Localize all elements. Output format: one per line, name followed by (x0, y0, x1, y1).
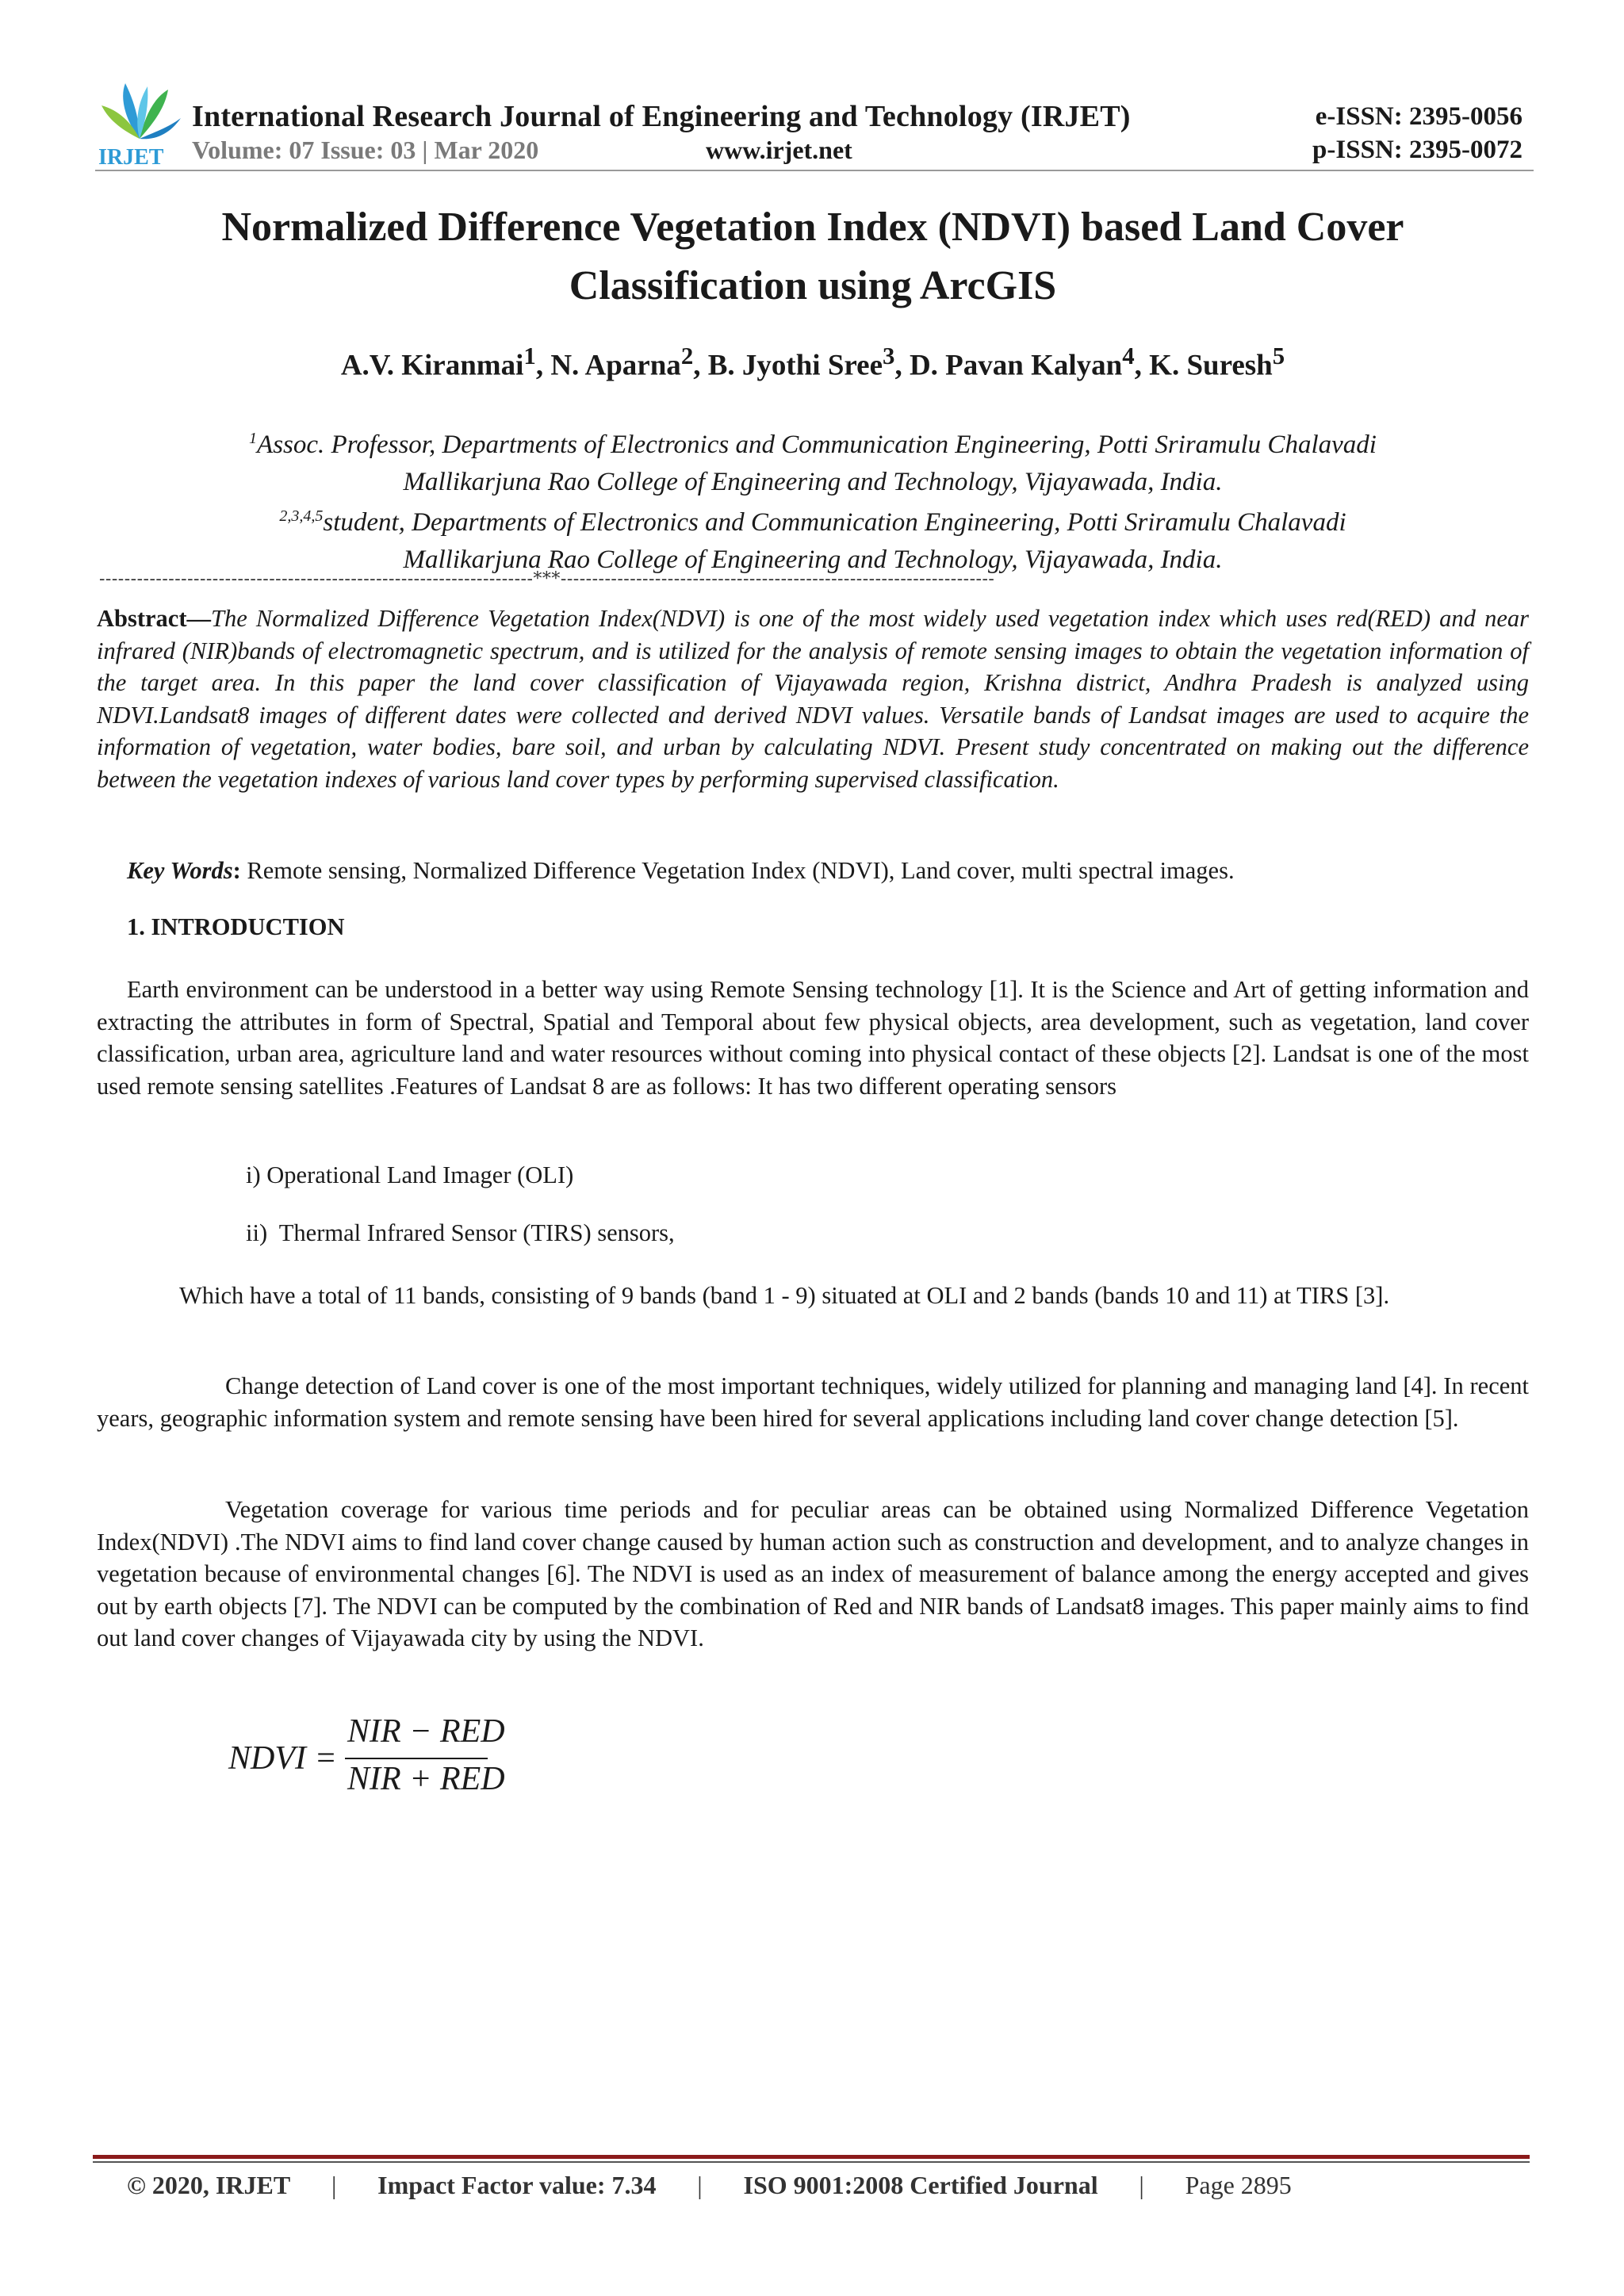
footer-impact-factor: Impact Factor value: 7.34 (377, 2171, 657, 2199)
affiliation-mark: 2,3,4,5 (279, 507, 324, 525)
affiliation-mark: 1 (249, 430, 258, 447)
list-item: i) Operational Land Imager (OLI) (246, 1161, 574, 1188)
section-separator: ---------------------------------------------------------------------***--------------------------------------------------------------------- (99, 569, 995, 589)
paper-title (119, 198, 1507, 316)
section-heading-introduction: 1. INTRODUCTION (127, 913, 345, 940)
logo-leaves-icon (102, 83, 181, 139)
header-divider (95, 170, 1534, 171)
p-issn: p-ISSN: 2395-0072 (1312, 136, 1522, 164)
svg-text:IRJET: IRJET (98, 145, 164, 169)
affiliation-2 (119, 498, 1507, 579)
affiliation-text: Mallikarjuna Rao College of Engineering and Technology, Vijayawada, India. (403, 545, 1223, 574)
footer-separator: | (697, 2171, 703, 2199)
author-affiliation-mark: 5 (1272, 342, 1285, 369)
affiliation-text: Assoc. Professor, Departments of Electronics and Communication Engineering, Potti Sriramulu Chalavadi (257, 430, 1377, 459)
footer-copyright: © 2020, IRJET (127, 2171, 291, 2199)
footer-iso: ISO 9001:2008 Certified Journal (743, 2171, 1098, 2199)
footer-separator: | (331, 2171, 337, 2199)
formula-numerator: NIR − RED (347, 1713, 505, 1750)
paragraph: Earth environment can be understood in a better way using Remote Sensing technology [1]. It is the Science and Art of getting information and extracting the attributes in form of Spectral, Spatial and Temporal about few physical objects, area development, such as vegetation, land cover classification, urban area, agriculture land and water resources without coming into physical contact of these objects [2]. Landsat is one of the most used remote sensing satellites .Features of Landsat 8 are as follows: It has two different operating sensors (97, 976, 1529, 1100)
paragraph: Change detection of Land cover is one of the most important techniques, widely utilized for planning and managing land [4]. In recent years, geographic information system and remote sensing have been hired for several applications including land cover change detection [5]. (97, 1372, 1529, 1432)
keywords (127, 855, 1530, 887)
footer-page-number: Page 2895 (1185, 2171, 1292, 2199)
irjet-logo (95, 75, 184, 169)
issue-info: Volume: 07 Issue: 03 | Mar 2020 (192, 136, 539, 164)
paragraph: Vegetation coverage for various time periods and for peculiar areas can be obtained using Normalized Difference Vegetation Index(NDVI) .The NDVI aims to find land cover change caused by human action such as construction and development, and to analyze changes in vegetation because of environmental changes [6]. The NDVI is used as an index of measurement of balance among the energy accepted and gives out by earth objects [7]. The NDVI can be computed by the combination of Red and NIR bands of Landsat8 images. This paper mainly aims to find out land cover changes of Vijayawada city by using the NDVI. (97, 1496, 1529, 1651)
footer-divider (93, 2155, 1530, 2159)
footer-divider-thin (93, 2161, 1530, 2163)
paper-title-line: Normalized Difference Vegetation Index (NDVI) based Land Cover (221, 205, 1404, 250)
author-name: N. Aparna (550, 349, 681, 382)
paragraph: Which have a total of 11 bands, consisting of 9 bands (band 1 - 9) situated at OLI and 2 bands (bands 10 and 11) at TIRS [3]. (179, 1282, 1390, 1309)
page-footer (127, 2171, 1292, 2200)
abstract (97, 603, 1529, 795)
author-list: A.V. Kiranmai$^1$, N. Aparna$^2$, B. Jyothi Sree$^3$, D. Pavan Kalyan$^4$, K. Suresh$^5$ (340, 342, 1285, 382)
journal-title: International Research Journal of Engineering and Technology (IRJET) (192, 100, 1131, 133)
keywords-colon: : (232, 857, 241, 884)
ndvi-formula (228, 1712, 514, 1806)
list-item: ii) Thermal Infrared Sensor (TIRS) sensors, (246, 1219, 675, 1246)
e-issn: e-ISSN: 2395-0056 (1315, 102, 1522, 131)
author-name: B. Jyothi Sree (707, 349, 883, 382)
journal-website-link[interactable]: www.irjet.net (706, 136, 852, 164)
formula-lhs: NDVI = (228, 1740, 337, 1777)
fraction-bar (345, 1758, 488, 1759)
author-name: K. Suresh (1149, 349, 1273, 382)
journal-header (95, 75, 1538, 174)
paper-title-line: Classification using ArcGIS (569, 263, 1057, 308)
footer-separator: | (1139, 2171, 1144, 2199)
affiliation-1 (119, 420, 1507, 501)
keywords-text: Remote sensing, Normalized Difference Vegetation Index (NDVI), Land cover, multi spectral images. (240, 857, 1235, 884)
abstract-text: The Normalized Difference Vegetation Index(NDVI) is one of the most widely used vegetation index which uses red(RED) and near infrared (NIR)bands of electromagnetic spectrum, and is utilized for the analysis of remote sensing images to obtain the vegetation information of the target area. In this paper the land cover classification of Vijayawada region, Krishna district, Andhra Pradesh is analyzed using NDVI.Landsat8 images of different dates were collected and derived NDVI values. Versatile bands of Landsat images are used to acquire the information of vegetation, water bodies, bare soil, and urban by calculating NDVI. Present study concentrated on making out the difference between the vegetation indexes of various land cover types by performing supervised classification. (97, 605, 1529, 793)
keywords-label: Key Words (127, 857, 233, 884)
affiliation-text: Mallikarjuna Rao College of Engineering and Technology, Vijayawada, India. (403, 468, 1223, 496)
author-affiliation-mark: 2 (680, 342, 694, 369)
author-affiliation-mark: 3 (883, 342, 895, 369)
author-affiliation-mark: 4 (1122, 342, 1135, 369)
abstract-label: Abstract— (97, 605, 211, 632)
author-name: D. Pavan Kalyan (909, 349, 1123, 382)
author-affiliation-mark: 1 (523, 342, 536, 369)
author-name: A.V. Kiranmai (340, 349, 524, 382)
affiliation-text: student, Departments of Electronics and Communication Engineering, Potti Sriramulu Chalavadi (323, 508, 1346, 537)
formula-denominator: NIR + RED (347, 1761, 505, 1797)
